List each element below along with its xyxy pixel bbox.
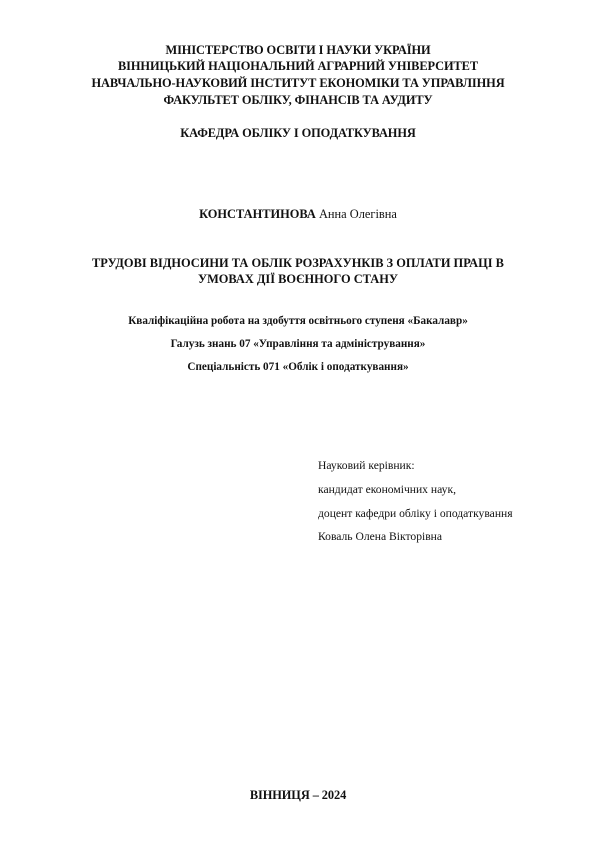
supervisor-position: доцент кафедри обліку і оподаткування <box>318 507 513 520</box>
thesis-title-line-1: ТРУДОВІ ВІДНОСИНИ ТА ОБЛІК РОЗРАХУНКІВ З ОПЛАТИ ПРАЦІ В <box>92 256 504 270</box>
institute-heading: НАВЧАЛЬНО-НАУКОВИЙ ІНСТИТУТ ЕКОНОМІКИ ТА УПРАВЛІННЯ <box>91 76 505 90</box>
supervisor-label: Науковий керівник: <box>318 459 415 472</box>
university-heading: ВІННИЦЬКИЙ НАЦІОНАЛЬНИЙ АГРАРНИЙ УНІВЕРСИТЕТ <box>117 59 479 73</box>
ministry-heading: МІНІСТЕРСТВО ОСВІТИ І НАУКИ УКРАЇНИ <box>165 43 431 57</box>
author-name <box>0 206 596 222</box>
specialty: Спеціальність 071 «Облік і оподаткування» <box>187 361 409 373</box>
supervisor-degree: кандидат економічних наук, <box>318 483 456 496</box>
city-year: ВІННИЦЯ – 2024 <box>249 788 347 802</box>
faculty-heading: ФАКУЛЬТЕТ ОБЛІКУ, ФІНАНСІВ ТА АУДИТУ <box>163 93 433 107</box>
supervisor-name: Коваль Олена Вікторівна <box>318 530 443 543</box>
author-surname: КОНСТАНТИНОВА <box>199 207 316 221</box>
author-given-names: Анна Олегівна <box>318 207 397 221</box>
field-of-knowledge: Галузь знань 07 «Управління та адміністрування» <box>170 338 426 350</box>
department-heading: КАФЕДРА ОБЛІКУ І ОПОДАТКУВАННЯ <box>180 126 416 140</box>
qualification-work: Кваліфікаційна робота на здобуття освітнього ступеня «Бакалавр» <box>128 315 468 327</box>
thesis-title-line-2: УМОВАХ ДІЇ ВОЄННОГО СТАНУ <box>198 272 398 286</box>
